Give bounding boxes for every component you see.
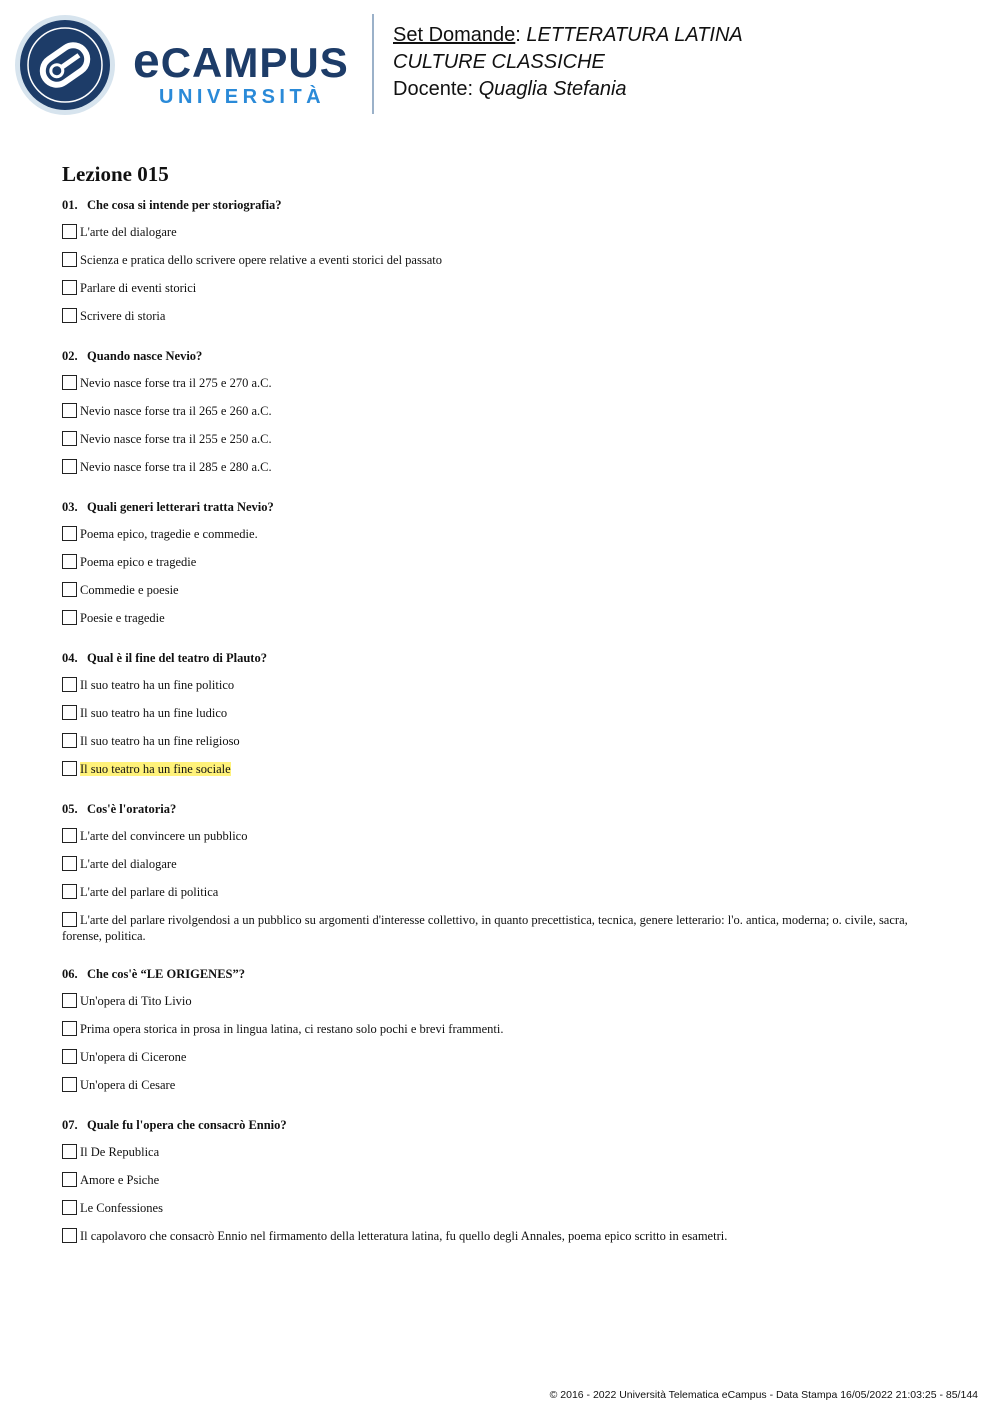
option-text: Un'opera di Tito Livio xyxy=(80,994,192,1008)
checkbox[interactable] xyxy=(62,280,77,295)
question-text: Quali generi letterari tratta Nevio? xyxy=(87,500,274,514)
answer-option-highlighted[interactable] xyxy=(62,761,922,779)
question-number: 05. xyxy=(62,802,78,816)
option-text: Poema epico, tragedie e commedie. xyxy=(80,527,258,541)
question-03 xyxy=(62,498,922,628)
answer-option[interactable] xyxy=(62,431,922,449)
answer-option[interactable] xyxy=(62,912,922,944)
brand-universita: UNIVERSITÀ xyxy=(159,86,326,108)
checkbox[interactable] xyxy=(62,459,77,474)
set-label: Set Domande xyxy=(393,24,516,46)
question-02 xyxy=(62,347,922,477)
question-title xyxy=(62,649,922,667)
option-text-highlighted: Il suo teatro ha un fine sociale xyxy=(80,762,231,776)
answer-option[interactable] xyxy=(62,1228,922,1246)
question-number: 01. xyxy=(62,198,78,212)
header-divider xyxy=(372,14,374,114)
option-text: L'arte del convincere un pubblico xyxy=(80,829,248,843)
checkbox[interactable] xyxy=(62,554,77,569)
set-info: Set Domande: LETTERATURA LATINA CULTURE CLASSICHE Docente: Quaglia Stefania xyxy=(393,24,743,100)
answer-option[interactable] xyxy=(62,993,922,1011)
checkbox[interactable] xyxy=(62,1049,77,1064)
option-text: Un'opera di Cesare xyxy=(80,1078,176,1092)
checkbox[interactable] xyxy=(62,224,77,239)
question-number: 07. xyxy=(62,1118,78,1132)
question-04 xyxy=(62,649,922,779)
checkbox[interactable] xyxy=(62,431,77,446)
checkbox[interactable] xyxy=(62,912,77,927)
answer-option[interactable] xyxy=(62,554,922,572)
checkbox[interactable] xyxy=(62,1228,77,1243)
option-text: Poema epico e tragedie xyxy=(80,555,197,569)
question-number: 04. xyxy=(62,651,78,665)
question-title xyxy=(62,965,922,983)
option-text: Nevio nasce forse tra il 265 e 260 a.C. xyxy=(80,404,272,418)
option-text: Il suo teatro ha un fine politico xyxy=(80,678,235,692)
option-text: Nevio nasce forse tra il 285 e 280 a.C. xyxy=(80,460,272,474)
option-text: Scrivere di storia xyxy=(80,309,166,323)
ecampus-wordmark xyxy=(133,35,349,109)
checkbox[interactable] xyxy=(62,375,77,390)
checkbox[interactable] xyxy=(62,1144,77,1159)
answer-option[interactable] xyxy=(62,1049,922,1067)
question-number: 02. xyxy=(62,349,78,363)
question-05 xyxy=(62,800,922,944)
option-text: L'arte del parlare di politica xyxy=(80,885,219,899)
checkbox[interactable] xyxy=(62,1172,77,1187)
option-text: Il suo teatro ha un fine ludico xyxy=(80,706,228,720)
answer-option[interactable] xyxy=(62,224,922,242)
page-header xyxy=(0,0,1000,140)
option-text: Un'opera di Cicerone xyxy=(80,1050,187,1064)
checkbox[interactable] xyxy=(62,761,77,776)
set-value: LETTERATURA LATINA xyxy=(526,24,743,46)
answer-option[interactable] xyxy=(62,1077,922,1095)
teacher-label: Docente xyxy=(393,78,468,100)
option-text: Scienza e pratica dello scrivere opere relative a eventi storici del passato xyxy=(80,253,442,267)
question-number: 03. xyxy=(62,500,78,514)
checkbox[interactable] xyxy=(62,884,77,899)
answer-option[interactable] xyxy=(62,252,922,270)
question-text: Cos'è l'oratoria? xyxy=(87,802,177,816)
answer-option[interactable] xyxy=(62,1172,922,1190)
ecampus-seal-logo xyxy=(14,14,116,121)
option-text: Parlare di eventi storici xyxy=(80,281,197,295)
brand-campus: CAMPUS xyxy=(160,39,349,86)
answer-option[interactable] xyxy=(62,828,922,846)
answer-option[interactable] xyxy=(62,705,922,723)
question-title xyxy=(62,498,922,516)
checkbox[interactable] xyxy=(62,1021,77,1036)
answer-option[interactable] xyxy=(62,280,922,298)
checkbox[interactable] xyxy=(62,252,77,267)
answer-option[interactable] xyxy=(62,526,922,544)
question-text: Quando nasce Nevio? xyxy=(87,349,203,363)
checkbox[interactable] xyxy=(62,733,77,748)
option-text: Il suo teatro ha un fine religioso xyxy=(80,734,240,748)
answer-option[interactable] xyxy=(62,884,922,902)
checkbox[interactable] xyxy=(62,993,77,1008)
answer-option[interactable] xyxy=(62,582,922,600)
brand-e: e xyxy=(133,35,161,88)
question-text: Quale fu l'opera che consacrò Ennio? xyxy=(87,1118,287,1132)
answer-option[interactable] xyxy=(62,856,922,874)
question-text: Qual è il fine del teatro di Plauto? xyxy=(87,651,267,665)
question-title xyxy=(62,347,922,365)
answer-option[interactable] xyxy=(62,1144,922,1162)
question-07 xyxy=(62,1116,922,1246)
answer-option[interactable] xyxy=(62,610,922,628)
page-footer: © 2016 - 2022 Università Telematica eCampus - Data Stampa 16/05/2022 21:03:25 - 85/144 xyxy=(549,1389,978,1401)
option-text: Le Confessiones xyxy=(80,1201,163,1215)
option-text: Nevio nasce forse tra il 275 e 270 a.C. xyxy=(80,376,272,390)
answer-option[interactable] xyxy=(62,733,922,751)
checkbox[interactable] xyxy=(62,308,77,323)
question-text: Che cosa si intende per storiografia? xyxy=(87,198,282,212)
option-text: Commedie e poesie xyxy=(80,583,179,597)
option-text: Nevio nasce forse tra il 255 e 250 a.C. xyxy=(80,432,272,446)
option-text: L'arte del parlare rivolgendosi a un pubblico su argomenti d'interesse collettivo, in quanto precettistica, tecnica, genere letterario: l'o. antica, moderna; o. civile, sacra, forense, politica. xyxy=(62,913,908,943)
set-value-2: CULTURE CLASSICHE xyxy=(393,51,605,73)
option-text: Il capolavoro che consacrò Ennio nel firmamento della letteratura latina, fu quello degli Annales, poema epico scritto in esametri. xyxy=(80,1229,728,1243)
checkbox[interactable] xyxy=(62,856,77,871)
answer-option[interactable] xyxy=(62,308,922,326)
option-text: Amore e Psiche xyxy=(80,1173,160,1187)
checkbox[interactable] xyxy=(62,610,77,625)
question-01 xyxy=(62,196,922,326)
answer-option[interactable] xyxy=(62,403,922,421)
checkbox[interactable] xyxy=(62,1200,77,1215)
question-title xyxy=(62,800,922,818)
checkbox[interactable] xyxy=(62,1077,77,1092)
question-06 xyxy=(62,965,922,1095)
checkbox[interactable] xyxy=(62,403,77,418)
option-text: Prima opera storica in prosa in lingua latina, ci restano solo pochi e brevi frammenti. xyxy=(80,1022,504,1036)
lesson-title: Lezione 015 xyxy=(62,162,169,186)
answer-option[interactable] xyxy=(62,1021,922,1039)
question-number: 06. xyxy=(62,967,78,981)
checkbox[interactable] xyxy=(62,828,77,843)
question-text: Che cos'è “LE ORIGENES”? xyxy=(87,967,246,981)
answer-option[interactable] xyxy=(62,1200,922,1218)
option-text: L'arte del dialogare xyxy=(80,225,177,239)
checkbox[interactable] xyxy=(62,582,77,597)
answer-option[interactable] xyxy=(62,459,922,477)
checkbox[interactable] xyxy=(62,705,77,720)
option-text: Il De Republica xyxy=(80,1145,160,1159)
checkbox[interactable] xyxy=(62,526,77,541)
option-text: L'arte del dialogare xyxy=(80,857,177,871)
question-title xyxy=(62,1116,922,1134)
answer-option[interactable] xyxy=(62,375,922,393)
teacher-value: Quaglia Stefania xyxy=(478,78,627,100)
answer-option[interactable] xyxy=(62,677,922,695)
option-text: Poesie e tragedie xyxy=(80,611,165,625)
checkbox[interactable] xyxy=(62,677,77,692)
question-title xyxy=(62,196,922,214)
